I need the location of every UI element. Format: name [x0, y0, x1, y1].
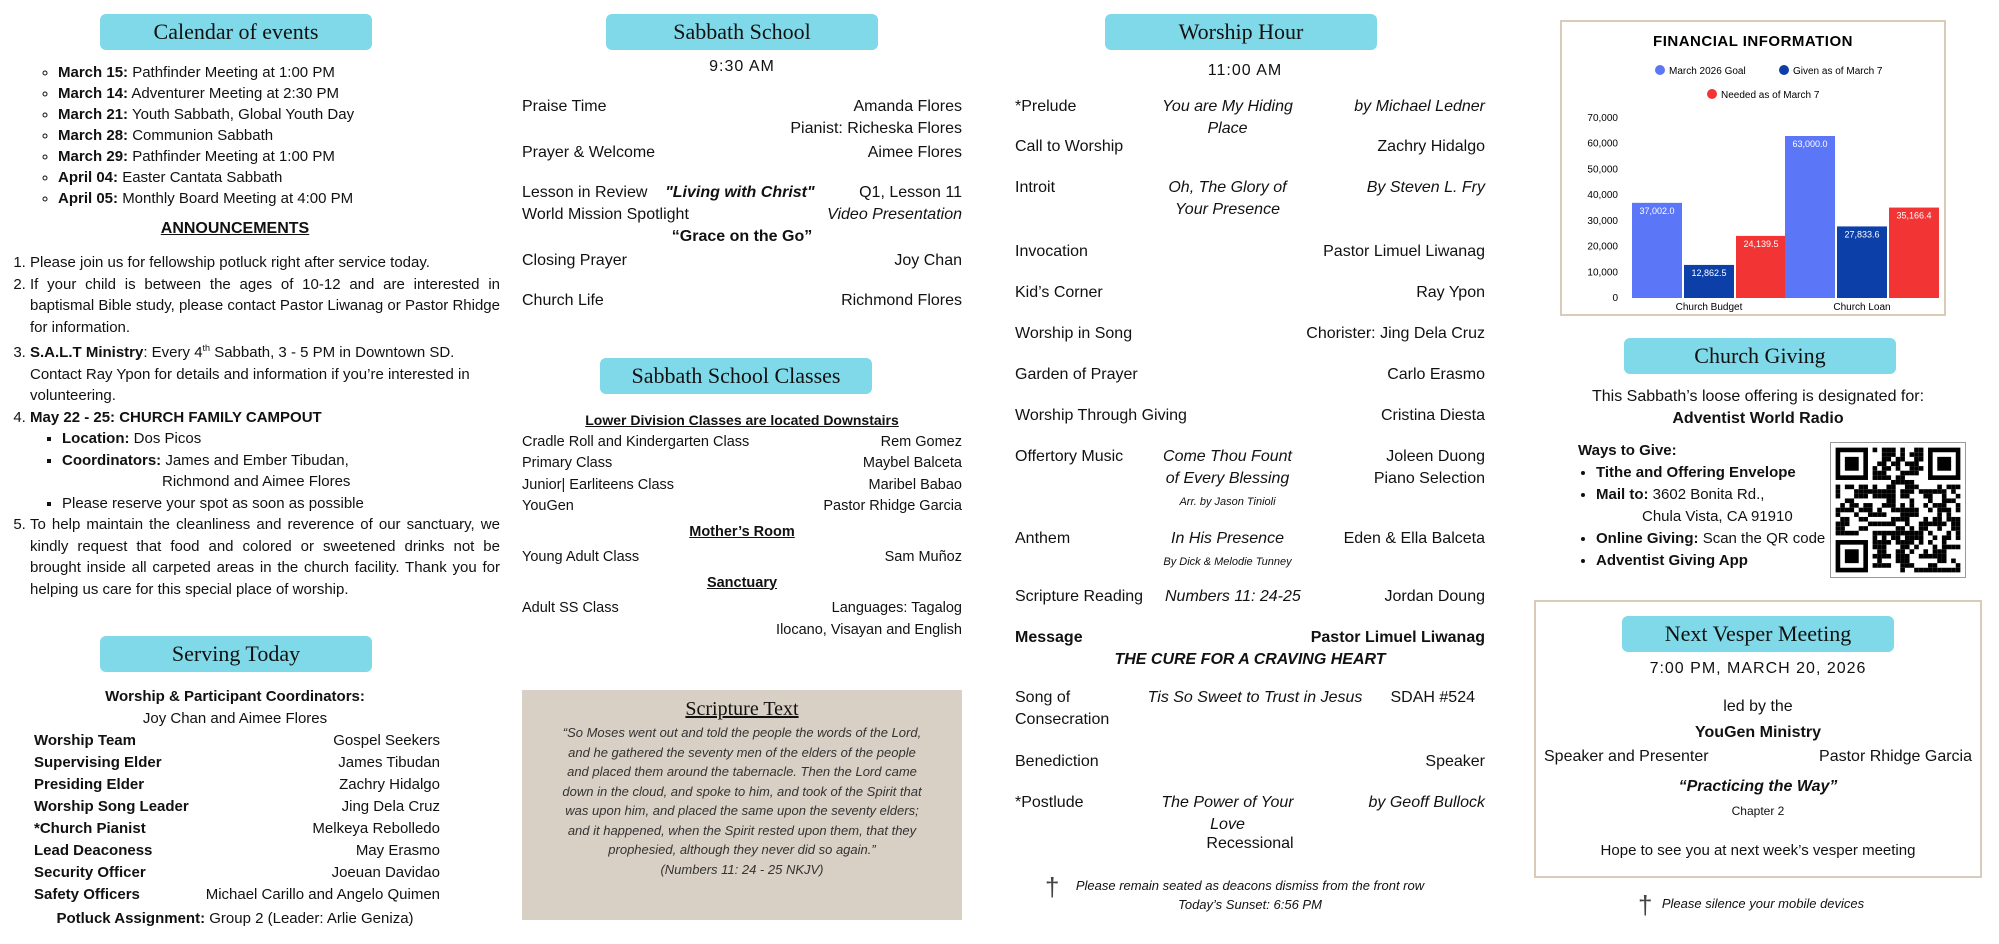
column-worship	[1015, 0, 1485, 944]
chart-title: FINANCIAL INFORMATION	[1653, 33, 1853, 50]
event-item: ◦ April 05: Monthly Board Meeting at 4:00 PM	[58, 188, 498, 209]
announcements-list	[2, 252, 500, 600]
financial-chart	[1560, 20, 1946, 316]
lower-division-header: Lower Division Classes are located Downstairs	[585, 412, 899, 428]
give-mail: • Mail to: 3602 Bonita Rd., Chula Vista, CA 91910	[1596, 484, 1838, 528]
silence-note: † Please silence your mobile devices	[1638, 890, 1865, 920]
event-item: ◦ March 21: Youth Sabbath, Global Youth Day	[58, 104, 498, 125]
program-row: Invocation Pastor Limuel Liwanag	[1015, 243, 1485, 260]
qr-code-image	[1831, 443, 1965, 577]
give-online: • Online Giving: Scan the QR code	[1596, 528, 1838, 550]
pianist-row: Pianist: Richeska Flores	[790, 120, 962, 137]
event-item: ◦ March 15: Pathfinder Meeting at 1:00 PM	[58, 62, 498, 83]
mission-row: World Mission Spotlight Video Presentation	[522, 206, 962, 223]
serving-row: *Church Pianist Melkeya Rebolledo	[34, 820, 440, 837]
sanctuary-header: Sanctuary	[706, 574, 778, 591]
message-row: Message Pastor Limuel Liwanag	[1015, 629, 1485, 646]
worship-time: 11:00 AM	[1207, 62, 1283, 79]
class-row: YouGen Pastor Rhidge Garcia	[522, 498, 962, 514]
program-row: Worship in Song Chorister: Jing Dela Cruz	[1015, 325, 1485, 342]
announcements-title: ANNOUNCEMENTS	[160, 220, 310, 237]
vesper-ministry: YouGen Ministry	[1695, 724, 1821, 741]
column-sabbath-school	[522, 0, 962, 944]
bar	[1889, 208, 1939, 298]
anthem-row: Anthem In His Presence By Dick & Melodie Tunney Eden & Ella Balceta	[1015, 530, 1485, 568]
serving-row: Lead Deaconess May Erasmo	[34, 842, 440, 859]
scripture-ref: (Numbers 11: 24 - 25 NKJV)	[660, 861, 824, 877]
vesper-speaker-row: Speaker and Presenter Pastor Rhidge Garcia	[1544, 748, 1972, 765]
bar-value-label: 27,833.6	[1844, 229, 1880, 240]
program-row: Introit Oh, The Glory of Your Presence By Steven L. Fry	[1015, 179, 1485, 218]
dismiss-note: Please remain seated as deacons dismiss from the front row	[1075, 878, 1425, 893]
giving-title: Church Giving	[1624, 338, 1896, 374]
serving-coordinators: Worship & Participant Coordinators: Joy Chan and Aimee Flores	[105, 688, 365, 727]
serving-title: Serving Today	[100, 636, 372, 672]
scripture-reading-row: Scripture Reading Numbers 11: 24-25 Jordan Doung	[1015, 588, 1485, 605]
vesper-hope: Hope to see you at next week’s vesper meeting	[1600, 842, 1916, 859]
y-tick-label: 10,000	[1587, 267, 1618, 279]
postlude-row: *Postlude The Power of Your Love by Geoff Bullock	[1015, 794, 1485, 833]
y-tick-label: 30,000	[1587, 215, 1618, 227]
y-tick-label: 40,000	[1587, 190, 1618, 202]
scripture-title: Scripture Text	[685, 698, 799, 720]
announcement-item: 2. If your child is between the ages of 10-12 and are interested in baptismal Bible study, please contact Pastor Liwanag or Pastor Rhidge for information.	[30, 274, 500, 339]
serving-row: Worship Song Leader Jing Dela Cruz	[34, 798, 440, 815]
praise-row: Praise Time Amanda Flores	[522, 98, 962, 115]
bar-value-label: 37,002.0	[1639, 205, 1675, 216]
scripture-text: “So Moses went out and told the people the words of the Lord, and he gathered the seventy men of the elders of the people and placed them around the tabernacle. Then the Lord came down in the cloud, and spoke to him, and took of the Spirit that was upon him, and placed the same upon the seventy elders; and it happened, when the Spirit rested upon them, that they prophesied, although they never did so again.”	[562, 725, 922, 857]
bar-value-label: 35,166.4	[1896, 210, 1932, 221]
class-row: Primary Class Maybel Balceta	[522, 455, 962, 471]
legend-marker	[1655, 65, 1665, 75]
bar	[1632, 203, 1682, 298]
class-row: Adult SS Class Languages: Tagalog	[522, 600, 962, 616]
worship-program	[1015, 96, 1485, 855]
mission-title: “Grace on the Go”	[671, 228, 813, 245]
give-app: • Adventist Giving App	[1596, 550, 1838, 572]
chart-bars	[1632, 136, 1939, 313]
bar-value-label: 63,000.0	[1792, 139, 1828, 149]
announcement-item: 4. May 22 - 25: CHURCH FAMILY CAMPOUT ▪ Location: Dos Picos ▪ Coordinators: James and Ember Tibudan, Richmond and Aimee Flores ▪ Please reserve your spot as soon as possible	[30, 407, 500, 515]
announcement-item: 1. Please join us for fellowship potluck right after service today.	[30, 252, 500, 274]
column-calendar	[0, 0, 500, 944]
serving-row: Supervising Elder James Tibudan	[34, 754, 440, 771]
class-row: Young Adult Class Sam Muñoz	[522, 549, 962, 565]
closing-row: Closing Prayer Joy Chan	[522, 252, 962, 269]
sabbath-school-time: 9:30 AM	[709, 58, 775, 75]
serving-row: Worship Team Gospel Seekers	[34, 732, 440, 749]
program-row: Kid’s Corner Ray Ypon	[1015, 284, 1485, 301]
event-item: ◦ April 04: Easter Cantata Sabbath	[58, 167, 498, 188]
class-row: Junior| Earliteens Class Maribel Babao	[522, 476, 962, 493]
legend-marker	[1779, 65, 1789, 75]
class-row: Ilocano, Visayan and English	[776, 621, 962, 638]
sabbath-school-program	[522, 96, 962, 312]
life-row: Church Life Richmond Flores	[522, 292, 962, 309]
mothers-room-header: Mother’s Room	[689, 523, 795, 540]
calendar-title: Calendar of events	[100, 14, 372, 50]
worship-title: Worship Hour	[1105, 14, 1377, 50]
bar-value-label: 12,862.5	[1691, 267, 1727, 278]
classes-list	[522, 410, 962, 641]
lesson-row: Lesson in Review "Living with Christ" Q1, Lesson 11	[522, 184, 962, 201]
x-category-label: Church Loan	[1833, 302, 1891, 313]
chart-y-axis	[1587, 113, 1618, 304]
giving-designation: This Sabbath’s loose offering is designated for: Adventist World Radio	[1591, 388, 1925, 427]
serving-list	[34, 730, 440, 906]
vesper-chapter: Chapter 2	[1731, 804, 1785, 818]
vesper-title: Next Vesper Meeting	[1622, 616, 1894, 652]
x-category-label: Church Budget	[1675, 302, 1743, 313]
vesper-led: led by the	[1723, 698, 1793, 715]
offertory-row: Offertory Music Come Thou Fount of Every Blessing Arr. by Jason Tinioli Joleen Duong Piano Selection	[1015, 448, 1485, 508]
y-tick-label: 70,000	[1587, 113, 1618, 124]
legend-label: March 2026 Goal	[1669, 66, 1746, 77]
column-info	[1540, 0, 1999, 944]
cross-icon: †	[1638, 890, 1653, 920]
legend-label: Given as of March 7	[1793, 66, 1883, 77]
scripture-box	[522, 690, 962, 920]
legend-label: Needed as of March 7	[1721, 90, 1820, 101]
prayer-row: Prayer & Welcome Aimee Flores	[522, 144, 962, 161]
announcement-item: 3. S.A.L.T Ministry: Every 4th Sabbath, 3 - 5 PM in Downtown SD. Contact Ray Ypon for details and information if you’re interested in volunteering.	[30, 338, 500, 407]
vesper-box	[1534, 600, 1982, 878]
consecration-row: Song of Consecration Tis So Sweet to Trust in Jesus SDAH #524	[1015, 689, 1475, 728]
sabbath-school-title: Sabbath School	[606, 14, 878, 50]
classes-title: Sabbath School Classes	[600, 358, 872, 394]
event-item: ◦ March 14: Adventurer Meeting at 2:30 PM	[58, 83, 498, 104]
potluck-assignment: Potluck Assignment: Group 2 (Leader: Arlie Geniza)	[56, 910, 414, 927]
legend-marker	[1707, 89, 1717, 99]
benediction-row: Benediction Speaker	[1015, 753, 1485, 770]
program-row: *Prelude You are My Hiding Place by Michael Ledner	[1015, 98, 1485, 137]
y-tick-label: 20,000	[1587, 241, 1618, 253]
give-envelope: • Tithe and Offering Envelope	[1596, 462, 1838, 484]
program-row: Worship Through Giving Cristina Diesta	[1015, 407, 1485, 424]
qr-code[interactable]	[1830, 442, 1966, 578]
ways-to-give: Ways to Give: • Tithe and Offering Envelope • Mail to: 3602 Bonita Rd., Chula Vista, CA 91910 • Online Giving: Scan the QR code • Adventist Giving App	[1578, 440, 1838, 572]
serving-row: Safety Officers Michael Carillo and Angelo Quimen	[34, 886, 440, 903]
class-row: Cradle Roll and Kindergarten Class Rem Gomez	[522, 433, 962, 450]
sunset-note: Today’s Sunset: 6:56 PM	[1178, 897, 1322, 912]
financial-chart-svg	[1562, 22, 1944, 314]
event-item: ◦ March 29: Pathfinder Meeting at 1:00 PM	[58, 146, 498, 167]
recessional: Recessional	[1206, 835, 1294, 852]
campout-reserve: ▪ Please reserve your spot as soon as possible	[62, 493, 500, 515]
serving-row: Security Officer Joeuan Davidao	[34, 864, 440, 881]
event-item: ◦ March 28: Communion Sabbath	[58, 125, 498, 146]
announcement-item: 5. To help maintain the cleanliness and reverence of our sanctuary, we kindly request that food and colored or sweetened drinks not be brought inside all carpeted areas in the church facility. Thank you for helping us care for this special place of worship.	[30, 514, 500, 600]
events-list	[14, 62, 498, 209]
bar-value-label: 24,139.5	[1743, 238, 1779, 249]
message-title: THE CURE FOR A CRAVING HEART	[1114, 651, 1386, 668]
campout-coordinators: ▪ Coordinators: James and Ember Tibudan, Richmond and Aimee Flores	[62, 450, 500, 493]
program-row: Call to Worship Zachry Hidalgo	[1015, 138, 1485, 155]
y-tick-label: 0	[1612, 293, 1618, 304]
cross-icon: †	[1045, 872, 1060, 902]
vesper-time: 7:00 PM, MARCH 20, 2026	[1649, 660, 1867, 677]
serving-row: Presiding Elder Zachry Hidalgo	[34, 776, 440, 793]
y-tick-label: 50,000	[1587, 164, 1618, 176]
bar	[1785, 136, 1835, 298]
program-row: Garden of Prayer Carlo Erasmo	[1015, 366, 1485, 383]
y-tick-label: 60,000	[1587, 138, 1618, 150]
vesper-topic: “Practicing the Way”	[1678, 778, 1838, 795]
campout-location: ▪ Location: Dos Picos	[62, 428, 500, 450]
worship-footer	[1015, 872, 1485, 914]
chart-legend	[1655, 65, 1883, 101]
